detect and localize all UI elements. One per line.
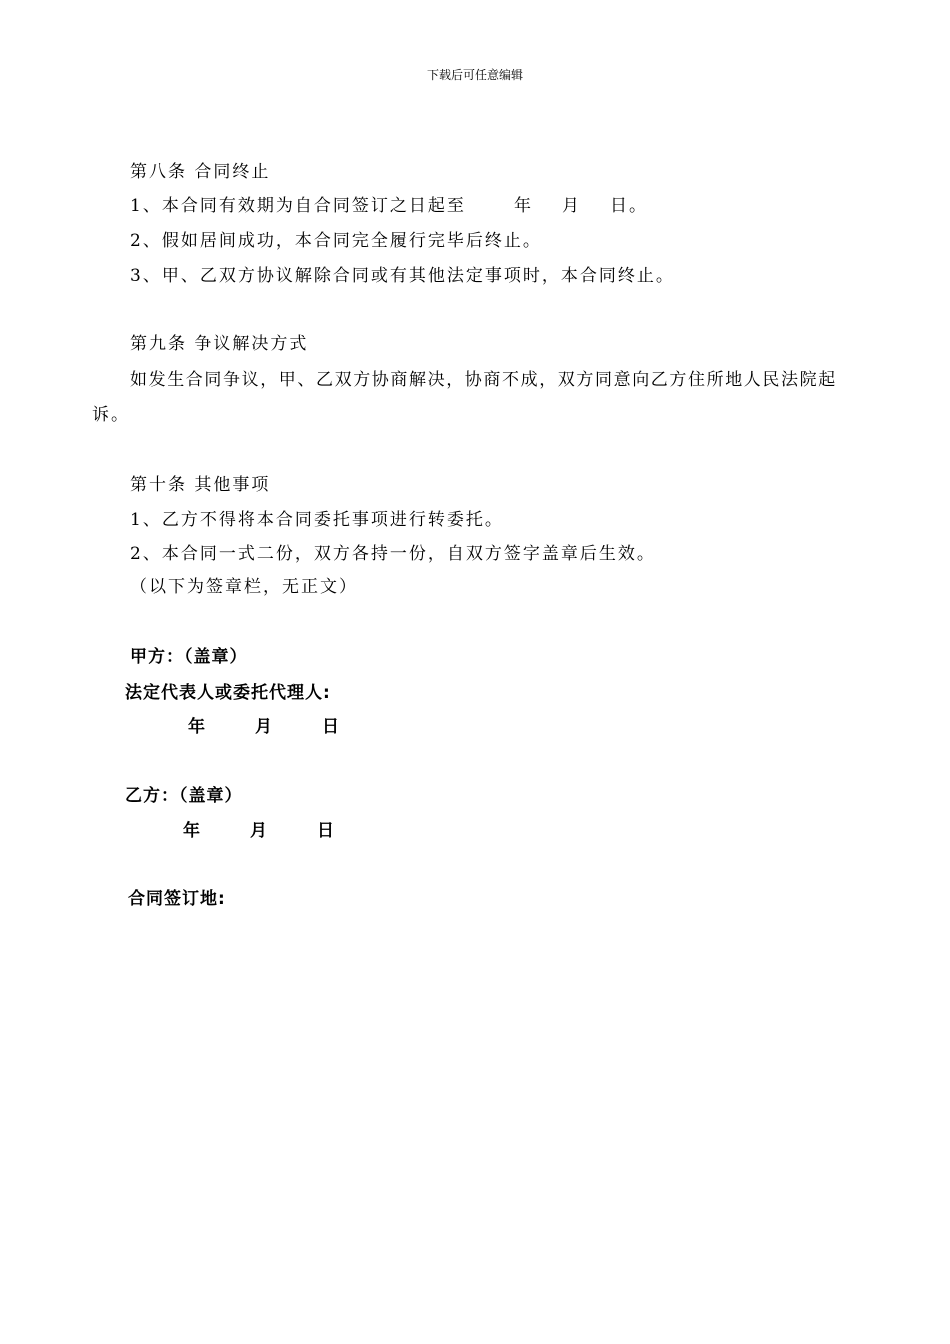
party-b-seal: 乙方：（盖章）	[125, 786, 243, 806]
party-b-date-month: 月	[250, 821, 268, 841]
article-8-date-month: 月	[562, 196, 581, 216]
article-9-paragraph-line-1: 如发生合同争议，甲、乙双方协商解决，协商不成，双方同意向乙方住所地人民法院起	[130, 370, 837, 390]
article-10-note: （以下为签章栏，无正文）	[130, 577, 358, 597]
signing-place: 合同签订地:	[128, 889, 226, 909]
article-9-paragraph-line-2: 诉。	[92, 405, 130, 425]
article-10-item-2: 2、本合同一式二份，双方各持一份，自双方签字盖章后生效。	[130, 544, 656, 564]
article-8-item-1: 1、本合同有效期为自合同签订之日起至	[130, 196, 466, 216]
article-8-item-3: 3、甲、乙双方协议解除合同或有其他法定事项时，本合同终止。	[130, 266, 675, 286]
party-a-date-day: 日	[322, 717, 340, 737]
article-8-date-day: 日。	[610, 196, 648, 216]
party-a-seal: 甲方：（盖章）	[130, 647, 248, 667]
article-8-date-year: 年	[514, 196, 533, 216]
legal-representative: 法定代表人或委托代理人:	[125, 683, 331, 703]
article-10-item-1: 1、乙方不得将本合同委托事项进行转委托。	[130, 510, 504, 530]
party-a-date-month: 月	[255, 717, 273, 737]
article-9-title: 第九条 争议解决方式	[130, 334, 309, 354]
party-b-date-day: 日	[317, 821, 335, 841]
article-10-title: 第十条 其他事项	[130, 475, 271, 495]
article-8-title: 第八条 合同终止	[130, 162, 271, 182]
party-a-date-year: 年	[188, 717, 206, 737]
page-header: 下载后可任意编辑	[426, 68, 523, 82]
article-8-item-2: 2、假如居间成功，本合同完全履行完毕后终止。	[130, 231, 542, 251]
party-b-date-year: 年	[183, 821, 201, 841]
